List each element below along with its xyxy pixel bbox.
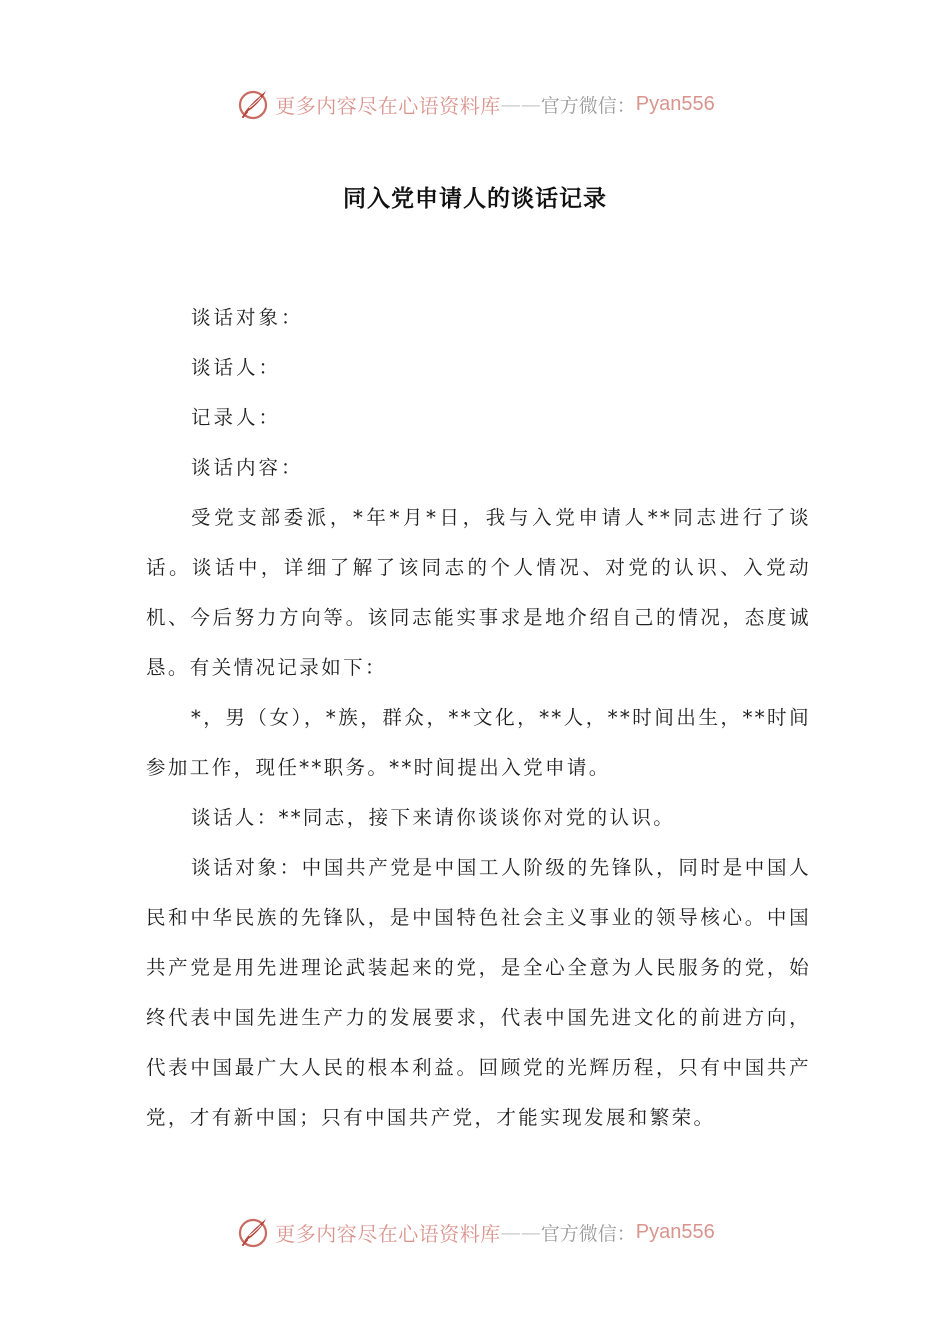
watermark-wechat-id: Pyan556 — [635, 92, 715, 115]
watermark-wechat-label: 官方微信： — [540, 94, 636, 117]
field-recorder: 记录人： — [191, 406, 282, 429]
footer-watermark — [0, 1212, 950, 1252]
watermark-wechat-label: 官方微信： — [540, 1222, 636, 1245]
paragraph-question: 谈话人：**同志，接下来请你谈谈你对党的认识。 — [191, 806, 676, 829]
paragraph-answer: 谈话对象：中国共产党是中国工人阶级的先锋队，同时是中国人民和中华民族的先锋队，是中国特色社会主义事业的领导核心。中国共产党是用先进理论武装起来的党，是全心全意为人民服务的党，始终代表中国先进生产力的发展要求，代表中国先进文化的前进方向，代表中国最广大人民的根本利益。回顾党的光辉历程，只有中国共产党，才有新中国；只有中国共产党，才能实现发展和繁荣。 — [146, 856, 811, 1129]
quill-pen-circle-icon — [235, 86, 271, 122]
field-interviewer: 谈话人： — [191, 356, 282, 379]
quill-pen-circle-icon — [235, 1214, 271, 1250]
paragraph-intro: 受党支部委派，*年*月*日，我与入党申请人**同志进行了谈话。谈话中，详细了解了该同志的个人情况、对党的认识、入党动机、今后努力方向等。该同志能实事求是地介绍自己的情况，态度诚恳。有关情况记录如下： — [146, 506, 811, 679]
watermark-text: 更多内容尽在心语资料库 — [275, 1221, 501, 1246]
watermark-text: 更多内容尽在心语资料库 — [275, 93, 501, 118]
field-content: 谈话内容： — [191, 456, 304, 479]
watermark-separator: —— — [500, 92, 541, 116]
document-body — [146, 293, 811, 1143]
field-interviewee: 谈话对象： — [191, 306, 304, 329]
document-title: 同入党申请人的谈话记录 — [343, 186, 607, 212]
watermark-separator: —— — [500, 1220, 541, 1244]
paragraph-profile: *，男（女），*族，群众，**文化，**人，**时间出生，**时间参加工作，现任**职务。**时间提出入党申请。 — [146, 706, 811, 779]
watermark-wechat-id: Pyan556 — [635, 1220, 715, 1243]
header-watermark — [0, 84, 950, 124]
